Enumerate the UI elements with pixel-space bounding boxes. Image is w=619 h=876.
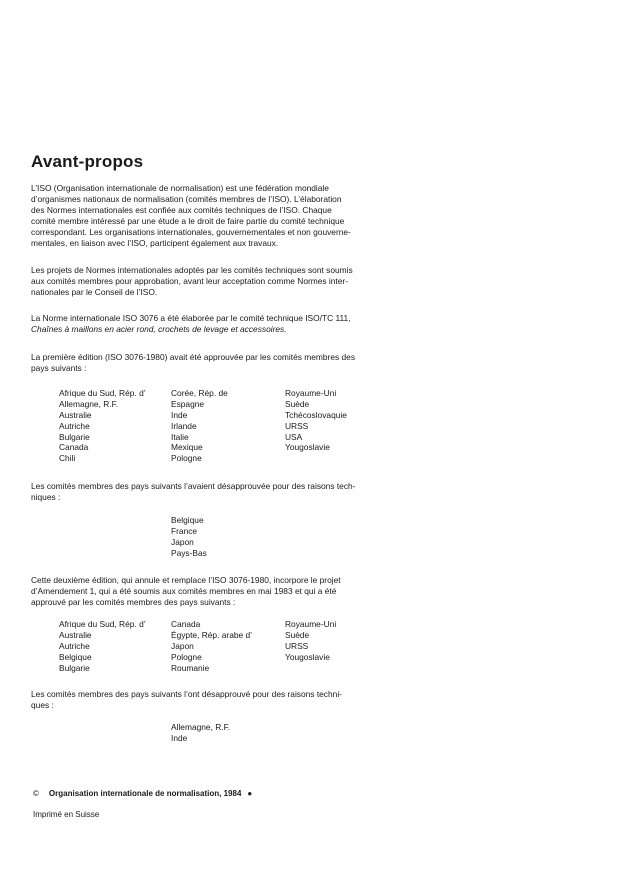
country: Canada bbox=[171, 619, 201, 629]
country: Tchécoslovaquie bbox=[285, 409, 347, 420]
country: Yougoslavie bbox=[285, 651, 330, 662]
text-line: niques : bbox=[31, 492, 61, 502]
country: Pologne bbox=[171, 651, 202, 662]
text-line: L’ISO (Organisation internationale de normalisation) est une fédération mondiale bbox=[31, 183, 329, 193]
text-line: Les comités membres des pays suivants l’ont désapprouvé pour des raisons techni- bbox=[31, 689, 342, 699]
country: Chili bbox=[59, 453, 76, 464]
text-line: d’organismes nationaux de normalisation (comités membres de l’ISO). L’élaboration bbox=[31, 194, 342, 204]
country: Suède bbox=[285, 629, 310, 640]
country: Corée, Rép. de bbox=[171, 388, 228, 398]
country: Belgique bbox=[59, 651, 92, 662]
text-line: mentales, en liaison avec l’ISO, participent également aux travaux. bbox=[31, 238, 279, 248]
text-line: des Normes internationales est confiée aux comités techniques de l’ISO. Chaque bbox=[31, 205, 332, 215]
country: Japon bbox=[171, 640, 194, 651]
paragraph-second-edition bbox=[31, 575, 381, 608]
printed-in: Imprimé en Suisse bbox=[33, 810, 100, 819]
text-line: Cette deuxième édition, qui annule et remplace l’ISO 3076-1980, incorpore le projet bbox=[31, 575, 341, 585]
text-line: correspondant. Les organisations internationales, gouvernementales et non gouverne- bbox=[31, 227, 351, 237]
paragraph-first-edition bbox=[31, 352, 381, 374]
paragraph-disapprovals-1980 bbox=[31, 481, 381, 503]
country: Italie bbox=[171, 431, 189, 442]
country: Royaume-Uni bbox=[285, 388, 337, 398]
copyright-organisation: Organisation internationale de normalisation, 1984 bbox=[48, 789, 242, 798]
country: Japon bbox=[171, 536, 194, 547]
country: Australie bbox=[59, 409, 92, 420]
country: Autriche bbox=[59, 640, 90, 651]
country: Royaume-Uni bbox=[285, 619, 337, 629]
paragraph-iso-3076 bbox=[31, 313, 381, 335]
paragraph-approval-process bbox=[31, 265, 381, 298]
text-line: pays suivants : bbox=[31, 363, 87, 373]
text-line: comité membre intéressé par une étude a le droit de faire partie du comité technique bbox=[31, 216, 345, 226]
country: Belgique bbox=[171, 515, 204, 525]
country-column-3 bbox=[285, 619, 336, 663]
copyright-symbol: © bbox=[33, 789, 39, 798]
country: Allemagne, R.F. bbox=[171, 722, 231, 732]
country: Suède bbox=[285, 398, 310, 409]
country: URSS bbox=[285, 420, 309, 431]
country: Autriche bbox=[59, 420, 90, 431]
disapproving-countries-1983 bbox=[171, 722, 230, 744]
country-column-1 bbox=[59, 619, 146, 673]
country-column-2 bbox=[171, 388, 228, 464]
copyright-line bbox=[33, 789, 252, 798]
country: Bulgarie bbox=[59, 431, 90, 442]
country: Australie bbox=[59, 629, 92, 640]
country: Yougoslavie bbox=[285, 442, 330, 453]
country: Inde bbox=[171, 732, 188, 743]
country-column-2 bbox=[171, 619, 252, 673]
disapproving-countries-1980 bbox=[171, 515, 207, 559]
country: Bulgarie bbox=[59, 662, 90, 673]
text-line: nationales par le Conseil de l’ISO. bbox=[31, 287, 158, 297]
country: Afrique du Sud, Rép. d’ bbox=[59, 388, 146, 398]
text-line: approuvé par les comités membres des pays suivants : bbox=[31, 597, 236, 607]
text-line: aux comités membres pour approbation, avant leur acceptation comme Normes inter- bbox=[31, 276, 348, 286]
country: Inde bbox=[171, 409, 188, 420]
approving-countries-1983 bbox=[59, 619, 389, 675]
country-column-1 bbox=[59, 388, 146, 464]
text-line: La première édition (ISO 3076-1980) avait été approuvée par les comités membres des bbox=[31, 352, 356, 362]
paragraph-disapprovals-1983 bbox=[31, 689, 381, 711]
country: Roumanie bbox=[171, 662, 210, 673]
text-line: ques : bbox=[31, 700, 54, 710]
country: Allemagne, R.F. bbox=[59, 398, 119, 409]
country: Pologne bbox=[171, 453, 202, 464]
paragraph-iso-intro bbox=[31, 183, 381, 249]
text-line-italic bbox=[31, 324, 381, 335]
country: URSS bbox=[285, 640, 309, 651]
country: Égypte, Rép. arabe d’ bbox=[171, 629, 253, 640]
country: USA bbox=[285, 431, 303, 442]
country: Irlande bbox=[171, 420, 197, 431]
country-column-3 bbox=[285, 388, 347, 453]
country: France bbox=[171, 525, 198, 536]
bullet-icon: ● bbox=[247, 789, 253, 798]
text-line: d’Amendement 1, qui a été soumis aux comités membres en mai 1983 et qui a été bbox=[31, 586, 337, 596]
approving-countries-1980 bbox=[59, 388, 389, 468]
country: Espagne bbox=[171, 398, 205, 409]
committee-title: Chaînes à maillons en acier rond, crochets de levage et accessoires. bbox=[31, 324, 287, 334]
country: Afrique du Sud, Rép. d’ bbox=[59, 619, 146, 629]
country: Pays-Bas bbox=[171, 547, 207, 558]
page-title: Avant-propos bbox=[31, 152, 144, 171]
text-line: Les comités membres des pays suivants l’avaient désapprouvée pour des raisons tech- bbox=[31, 481, 356, 491]
text-line: La Norme internationale ISO 3076 a été élaborée par le comité technique ISO/TC 111, bbox=[31, 313, 351, 323]
country: Canada bbox=[59, 442, 89, 453]
text-line: Les projets de Normes internationales adoptés par les comités techniques sont soumis bbox=[31, 265, 353, 275]
country: Mexique bbox=[171, 442, 203, 453]
